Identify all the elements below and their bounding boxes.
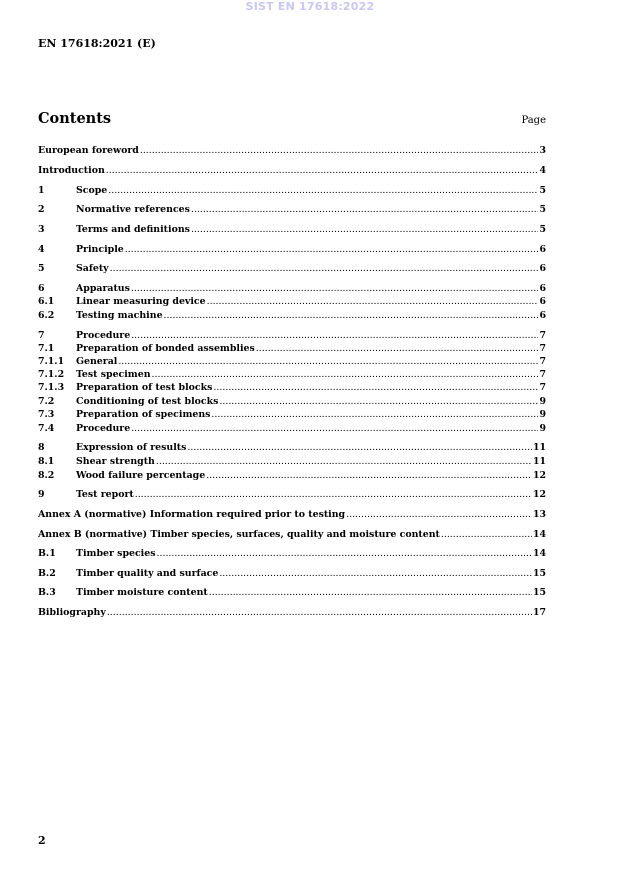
toc-entry[interactable] xyxy=(38,509,546,521)
toc-entry-page: 6 xyxy=(539,263,546,274)
toc-entry-number: 1 xyxy=(38,185,45,196)
toc-entry-number: 7.2 xyxy=(38,396,55,407)
toc-entry-title: Annex B (normative) Timber species, surfaces, quality and moisture content xyxy=(38,529,440,540)
toc-entry-title: Safety xyxy=(76,263,109,274)
toc-entry-number: B.3 xyxy=(38,587,56,598)
toc-dot-leader xyxy=(152,369,539,381)
toc-dot-leader xyxy=(140,145,539,157)
toc-entry-page: 5 xyxy=(539,185,546,196)
toc-dot-leader xyxy=(157,548,532,560)
toc-entry-title: Apparatus xyxy=(76,283,130,294)
toc-dot-leader xyxy=(135,489,532,501)
toc-entry-title: Preparation of bonded assemblies xyxy=(76,343,255,354)
toc-entry-page: 9 xyxy=(539,409,546,420)
toc-entry-title: European foreword xyxy=(38,145,139,156)
toc-entry[interactable] xyxy=(38,263,546,275)
watermark: SIST EN 17618:2022 xyxy=(245,0,375,13)
toc-entry-number: 6 xyxy=(38,283,45,294)
toc-entry-page: 4 xyxy=(539,165,546,176)
toc-entry[interactable] xyxy=(38,310,546,322)
toc-dot-leader xyxy=(156,456,532,468)
toc-entry-page: 6 xyxy=(539,296,546,307)
toc-entry-title: Test report xyxy=(76,489,134,500)
toc-entry-page: 14 xyxy=(532,529,546,540)
toc-dot-leader xyxy=(131,423,538,435)
toc-entry-title: Procedure xyxy=(76,330,131,341)
toc-dot-leader xyxy=(106,165,539,177)
toc-entry-number: B.1 xyxy=(38,548,56,559)
toc-entry-page: 7 xyxy=(539,356,546,367)
toc-entry-number: 7 xyxy=(38,330,45,341)
toc-entry[interactable] xyxy=(38,224,546,236)
toc-entry[interactable] xyxy=(38,369,546,381)
toc-entry[interactable] xyxy=(38,423,546,435)
toc-entry-page: 5 xyxy=(539,204,546,215)
toc-entry-page: 3 xyxy=(539,145,546,156)
toc-entry-page: 6 xyxy=(539,244,546,255)
toc-entry-title: Procedure xyxy=(76,423,131,434)
toc-entry[interactable] xyxy=(38,442,546,454)
toc-entry[interactable] xyxy=(38,165,546,177)
toc-entry-page: 9 xyxy=(539,423,546,434)
toc-entry-page: 15 xyxy=(532,568,546,579)
toc-entry[interactable] xyxy=(38,185,546,197)
toc-dot-leader xyxy=(187,442,532,454)
toc-entry[interactable] xyxy=(38,396,546,408)
toc-entry[interactable] xyxy=(38,283,546,295)
toc-entry-page: 7 xyxy=(539,369,546,380)
toc-entry-title: Linear measuring device xyxy=(76,296,206,307)
toc-entry-title: Wood failure percentage xyxy=(76,470,206,481)
toc-dot-leader xyxy=(256,343,539,355)
toc-entry-title: Conditioning of test blocks xyxy=(76,396,219,407)
toc-entry-title: Testing machine xyxy=(76,310,163,321)
toc-entry[interactable] xyxy=(38,343,546,355)
toc-dot-leader xyxy=(164,310,539,322)
toc-entry-page: 6 xyxy=(539,310,546,321)
toc-entry-title: Preparation of test blocks xyxy=(76,382,213,393)
toc-entry-page: 13 xyxy=(532,509,546,520)
toc-entry-number: 8 xyxy=(38,442,45,453)
contents-heading: Contents xyxy=(38,110,112,127)
toc-entry-number: 8.2 xyxy=(38,470,55,481)
toc-entry-number: 7.1 xyxy=(38,343,55,354)
toc-dot-leader xyxy=(219,396,538,408)
toc-entry-number: 5 xyxy=(38,263,45,274)
toc-dot-leader xyxy=(441,529,532,541)
toc-dot-leader xyxy=(108,185,538,197)
toc-dot-leader xyxy=(191,204,539,216)
toc-entry-title: Bibliography xyxy=(38,607,106,618)
toc-entry-title: Test specimen xyxy=(76,369,151,380)
toc-dot-leader xyxy=(346,509,532,521)
toc-entry-title: Annex A (normative) Information required prior to testing xyxy=(38,509,346,520)
toc-entry-page: 6 xyxy=(539,283,546,294)
toc-entry-number: 6.1 xyxy=(38,296,55,307)
toc-entry-title: Expression of results xyxy=(76,442,187,453)
toc-dot-leader xyxy=(125,244,539,256)
toc-entry-page: 7 xyxy=(539,382,546,393)
toc-entry-number: 7.3 xyxy=(38,409,55,420)
toc-dot-leader xyxy=(213,382,538,394)
toc-entry-title: Normative references xyxy=(76,204,190,215)
toc-entry-title: Timber quality and surface xyxy=(76,568,219,579)
toc-entry-title: Shear strength xyxy=(76,456,155,467)
toc-entry-page: 11 xyxy=(532,442,546,453)
toc-dot-leader xyxy=(110,263,539,275)
toc-entry-page: 5 xyxy=(539,224,546,235)
toc-entry[interactable] xyxy=(38,568,546,580)
toc-entry-number: 7.1.2 xyxy=(38,369,65,380)
toc-entry[interactable] xyxy=(38,204,546,216)
toc-entry-title: Preparation of specimens xyxy=(76,409,211,420)
toc-dot-leader xyxy=(211,409,538,421)
toc-entry-number: 3 xyxy=(38,224,45,235)
toc-entry[interactable] xyxy=(38,330,546,342)
toc-entry[interactable] xyxy=(38,607,546,619)
toc-entry[interactable] xyxy=(38,382,546,394)
toc-entry-page: 12 xyxy=(532,489,546,500)
toc-dot-leader xyxy=(206,470,532,482)
toc-entry-page: 12 xyxy=(532,470,546,481)
toc-dot-leader xyxy=(207,296,539,308)
toc-dot-leader xyxy=(131,330,538,342)
toc-entry-number: 7.1.3 xyxy=(38,382,65,393)
toc-entry-number: B.2 xyxy=(38,568,56,579)
document-id: EN 17618:2021 (E) xyxy=(38,37,156,50)
toc-entry[interactable] xyxy=(38,587,546,599)
toc-entry[interactable] xyxy=(38,409,546,421)
toc-entry[interactable] xyxy=(38,529,546,541)
toc-entry[interactable] xyxy=(38,296,546,308)
toc-entry-page: 7 xyxy=(539,343,546,354)
toc-entry-title: General xyxy=(76,356,118,367)
toc-dot-leader xyxy=(219,568,532,580)
toc-entry[interactable] xyxy=(38,489,546,501)
toc-entry-number: 8.1 xyxy=(38,456,55,467)
page-number: 2 xyxy=(38,834,46,847)
toc-entry[interactable] xyxy=(38,456,546,468)
toc-entry-title: Timber species xyxy=(76,548,156,559)
toc-entry-page: 14 xyxy=(532,548,546,559)
toc-entry-page: 15 xyxy=(532,587,546,598)
toc-entry[interactable] xyxy=(38,145,546,157)
toc-entry[interactable] xyxy=(38,548,546,560)
toc-dot-leader xyxy=(209,587,532,599)
toc-dot-leader xyxy=(107,607,532,619)
toc-entry-number: 7.4 xyxy=(38,423,55,434)
toc-entry-title: Timber moisture content xyxy=(76,587,208,598)
toc-entry-page: 9 xyxy=(539,396,546,407)
toc-dot-leader xyxy=(191,224,539,236)
toc-entry[interactable] xyxy=(38,470,546,482)
toc-entry-page: 7 xyxy=(539,330,546,341)
toc-entry-title: Scope xyxy=(76,185,108,196)
toc-entry-number: 9 xyxy=(38,489,45,500)
toc-entry-number: 2 xyxy=(38,204,45,215)
toc-entry-title: Principle xyxy=(76,244,124,255)
toc-dot-leader xyxy=(131,283,539,295)
toc-entry-page: 11 xyxy=(532,456,546,467)
toc-entry-title: Introduction xyxy=(38,165,105,176)
toc-entry[interactable] xyxy=(38,244,546,256)
toc-entry-number: 7.1.1 xyxy=(38,356,65,367)
toc-entry-number: 6.2 xyxy=(38,310,55,321)
toc-dot-leader xyxy=(118,356,538,368)
toc-entry-page: 17 xyxy=(532,607,546,618)
toc-entry-number: 4 xyxy=(38,244,45,255)
toc-entry[interactable] xyxy=(38,356,546,368)
toc-entry-title: Terms and definitions xyxy=(76,224,190,235)
page-column-label: Page xyxy=(521,115,546,126)
